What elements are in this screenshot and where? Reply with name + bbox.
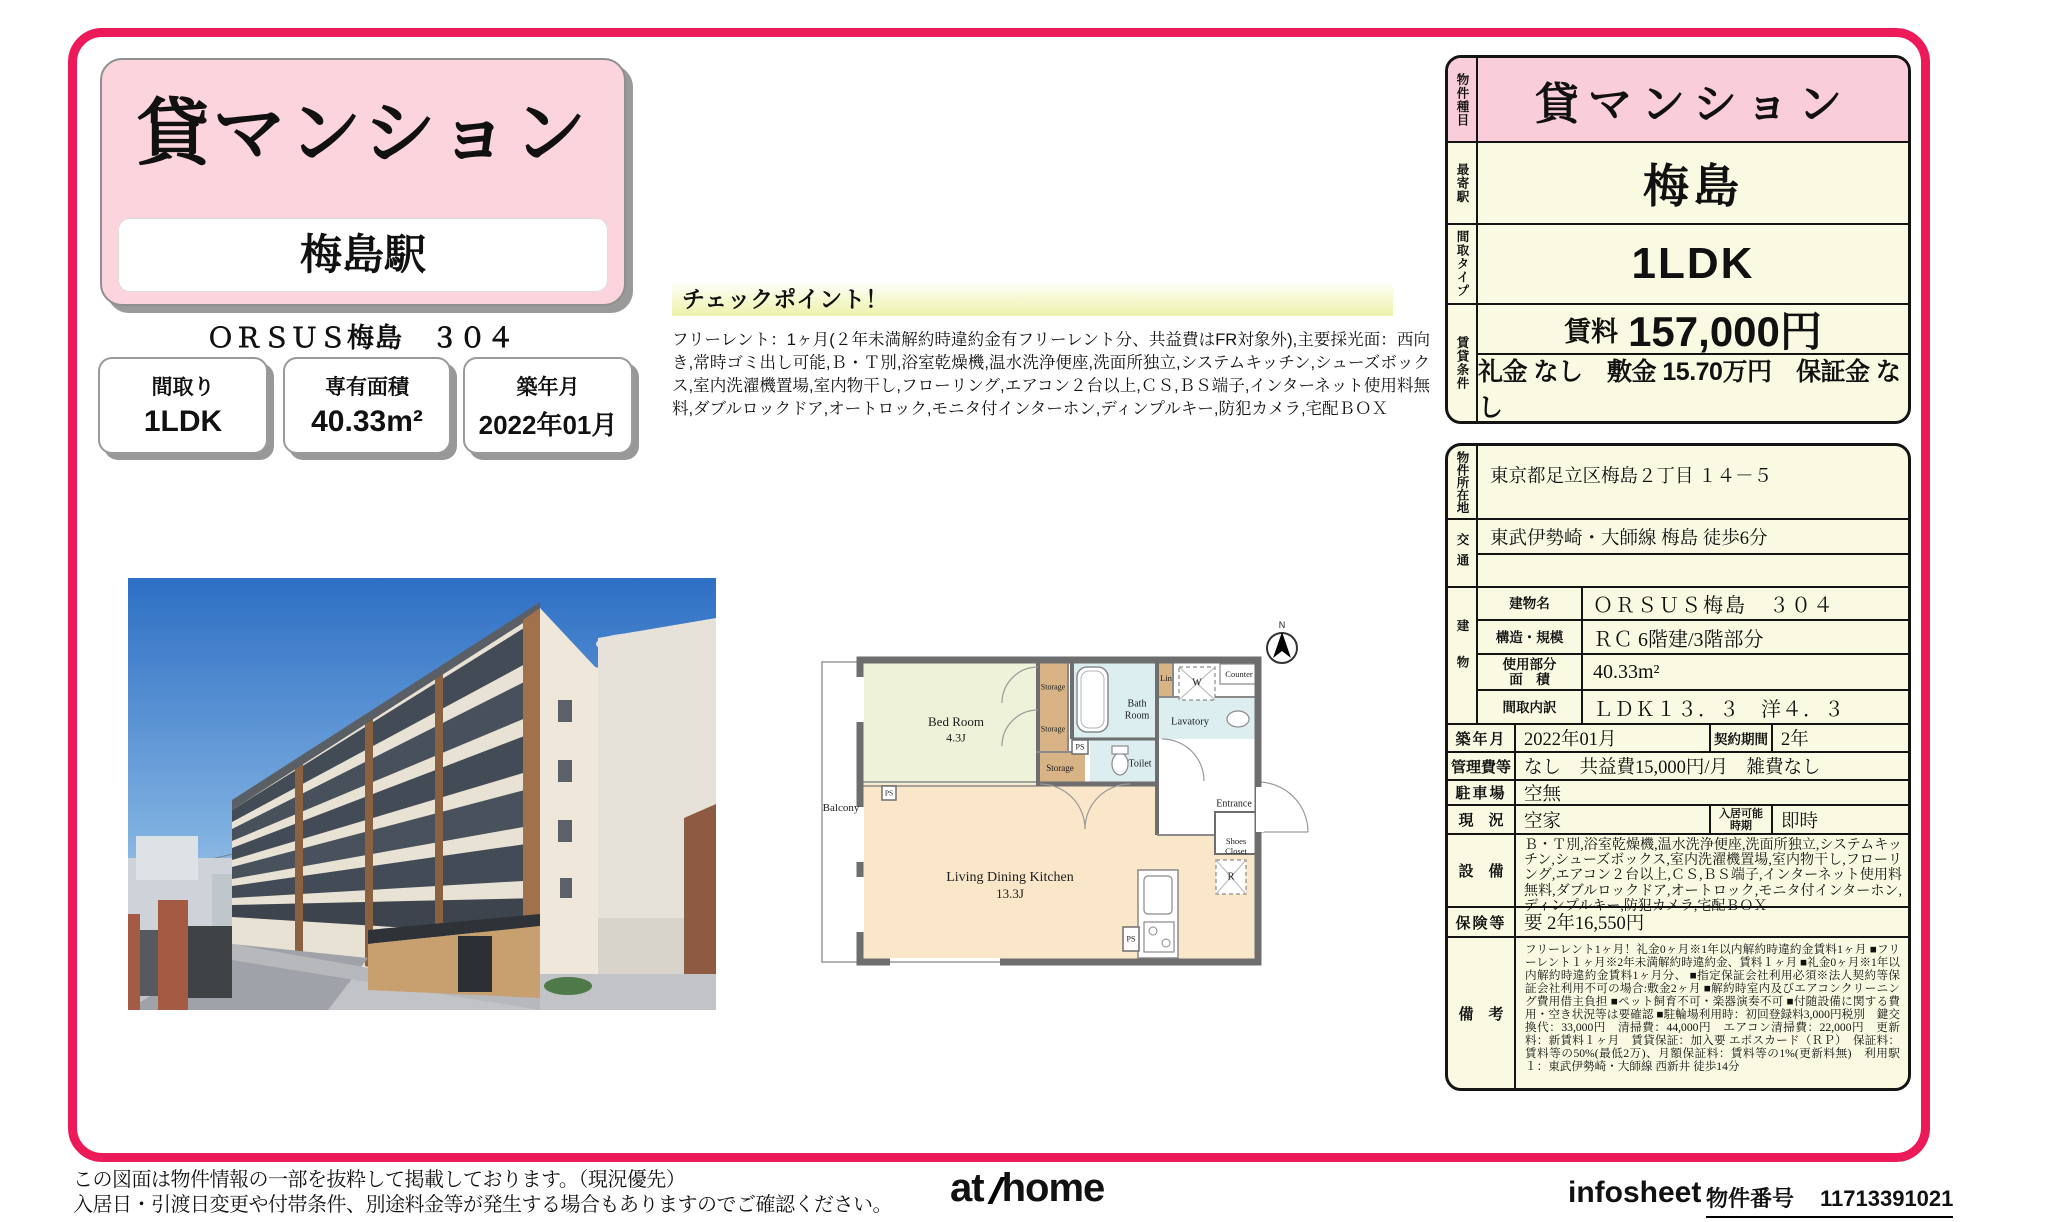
move-in-value: 即時	[1773, 806, 1908, 835]
storage-label: Storage	[1040, 682, 1066, 692]
insurance-value: 要 2年16,550円	[1516, 908, 1908, 938]
checkpoint-title: チェックポイント！	[672, 281, 1393, 316]
address-value: 東京都足立区梅島２丁目 １４－５	[1478, 446, 1908, 520]
athome-logo-at: at	[950, 1166, 984, 1210]
ps-label: PS	[1126, 934, 1136, 944]
detail-table	[1445, 443, 1911, 1091]
title-card	[100, 58, 626, 306]
summary-table	[1445, 55, 1911, 424]
property-category-title: 貸マンション	[136, 93, 590, 174]
used-area-label-line1: 使用部分	[1502, 657, 1557, 672]
checkpoint-body: フリーレント：1ヶ月(２年未満解約時違約金有フリーレント分、共益費はFR対象外),主要採光面：西向き,常時ゴミ出し可能,Ｂ・Ｔ別,浴室乾燥機,温水洗浄便座,洗面所独立,システムキッチン,シューズボックス,室内洗濯機置場,室内物干し,フローリング,エアコン２台以上,ＣＳ,ＢＳ端子,インターネット使用料無料,ダブルロックドア,オートロック,モニタ付インターホン,ディンプルキー,防犯カメラ,宅配ＢＯＸ	[672, 331, 1430, 418]
spec-value: 40.33m²	[311, 405, 423, 438]
spec-label: 間取り	[151, 376, 215, 399]
used-area-value: 40.33m²	[1583, 655, 1908, 691]
deposit-terms: 礼金 なし 敷金 15.70万円 保証金 なし	[1478, 358, 1901, 422]
refrigerator-label: R	[1227, 871, 1235, 883]
move-in-label	[1711, 806, 1773, 835]
rent-label: 賃料	[1564, 316, 1619, 347]
spec-box-layout	[98, 357, 268, 454]
equipment-label: 設 備	[1448, 835, 1516, 908]
building-name-value: ＯＲＳＵＳ梅島 ３０４	[1583, 588, 1908, 621]
layout-detail-label: 間取内訳	[1478, 691, 1583, 725]
spec-box-built	[463, 357, 633, 454]
access-value-2	[1478, 555, 1908, 588]
parking-label: 駐車場	[1448, 781, 1516, 806]
station-value: 梅島	[1478, 143, 1908, 225]
used-area-label	[1478, 655, 1583, 691]
layout-detail-value: ＬＤＫ１３．３ 洋４．３	[1583, 691, 1908, 725]
management-fee-value: なし 共益費15,000円/月 雑費なし	[1516, 753, 1908, 781]
entrance-label: Entrance	[1216, 798, 1252, 810]
building-name-line: ＯＲＳＵＳ梅島 ３０４	[207, 323, 515, 353]
infosheet-label: infosheet	[1568, 1176, 1702, 1209]
spec-value: 2022年01月	[478, 410, 618, 440]
building-photo	[128, 578, 716, 1010]
contract-term-value: 2年	[1773, 725, 1908, 753]
spec-value: 1LDK	[143, 405, 223, 438]
rent-value: 157,000円	[1628, 308, 1822, 355]
disclaimer-line2: 入居日・引渡日変更や付帯条件、別途料金等が発生する場合もありますのでご確認ください。	[73, 1194, 892, 1216]
shoes-closet-label: Shoes	[1225, 836, 1247, 846]
equipment-value: Ｂ・Ｔ別,浴室乾燥機,温水洗浄便座,洗面所独立,システムキッチン,シューズボックス,室内洗濯機置場,室内物干し,フローリング,エアコン２台以上,ＣＳ,ＢＳ端子,インターネット使用料無料,ダブルロックドア,オートロック,モニタ付インターホン,ディンプルキー,防犯カメラ,宅配ＢＯＸ	[1516, 835, 1908, 908]
property-number-value: 11713391021	[1820, 1186, 1954, 1211]
ps-label: PS	[1075, 742, 1085, 752]
built-date-value: 2022年01月	[1516, 725, 1711, 753]
current-status-value: 空家	[1516, 806, 1711, 835]
footer-disclaimer	[73, 1168, 892, 1218]
spec-label: 築年月	[516, 376, 580, 399]
spec-label: 専有面積	[325, 376, 409, 399]
building-name-label: 建物名	[1478, 588, 1583, 621]
row-label-building: 建物	[1448, 588, 1478, 725]
contract-term-label: 契約期間	[1711, 725, 1773, 753]
access-value: 東武伊勢崎・大師線 梅島 徒歩6分	[1478, 520, 1908, 555]
property-type-value: 貸マンション	[1478, 58, 1908, 143]
built-date-label: 築年月	[1448, 725, 1516, 753]
storage-label: Storage	[1046, 763, 1074, 773]
structure-value: ＲＣ 6階建/3階部分	[1583, 621, 1908, 655]
shoes-closet-label: Closet	[1225, 846, 1247, 856]
north-label: N	[1278, 620, 1286, 630]
rent-row	[1478, 305, 1908, 355]
layout-type-value: 1LDK	[1478, 225, 1908, 305]
athome-logo	[950, 1166, 1104, 1211]
counter-label: Counter	[1225, 669, 1253, 679]
parking-value: 空無	[1516, 781, 1908, 806]
move-in-label-line1: 入居可能	[1719, 807, 1763, 820]
row-label-address: 物件所在地	[1448, 446, 1478, 520]
bathroom-label: Bath	[1127, 698, 1147, 710]
disclaimer-line1: この図面は物件情報の一部を抜粋して掲載しております。（現況優先）	[73, 1169, 686, 1191]
ps-label: PS	[884, 788, 894, 798]
row-label-layout-type: 間取タイプ	[1448, 225, 1478, 305]
toilet-label: Toilet	[1128, 758, 1152, 770]
property-number	[1706, 1182, 1953, 1218]
bedroom-label: Bed Room	[928, 714, 984, 729]
move-in-label-line2: 時期	[1730, 819, 1752, 832]
station-box: 梅島駅	[118, 218, 608, 292]
notes-label: 備 考	[1448, 938, 1516, 1088]
linen-label: Lin	[1160, 673, 1172, 683]
washer-label: W	[1192, 677, 1202, 689]
ldk-size-label: 13.3J	[996, 886, 1024, 901]
row-label-property-type: 物件種目	[1448, 58, 1478, 143]
used-area-label-line2: 面 積	[1509, 672, 1550, 687]
management-fee-label: 管理費等	[1448, 753, 1516, 781]
athome-logo-home: home	[1001, 1166, 1105, 1210]
floor-plan	[810, 582, 1340, 1012]
row-label-rent-terms: 賃貸条件	[1448, 305, 1478, 421]
structure-label: 構造・規模	[1478, 621, 1583, 655]
row-label-access: 交通	[1448, 520, 1478, 588]
bedroom-size-label: 4.3J	[946, 730, 966, 745]
current-status-label: 現 況	[1448, 806, 1516, 835]
spec-box-area	[283, 357, 451, 454]
insurance-label: 保険等	[1448, 908, 1516, 938]
storage-label: Storage	[1040, 724, 1066, 734]
property-number-label: 物件番号	[1706, 1186, 1795, 1211]
ldk-label: Living Dining Kitchen	[946, 870, 1074, 885]
bathroom-label: Room	[1124, 710, 1150, 722]
lavatory-label: Lavatory	[1171, 716, 1209, 728]
balcony-label: Balcony	[822, 802, 860, 814]
notes-value: フリーレント1ヶ月！礼金0ヶ月※1年以内解約時違約金賃料1ヶ月 ■フリーレント１ヶ月※2年未満解約時違約金、賃料１ヶ月 ■礼金0ヶ月※1年以内解約時違約金賃料1ヶ月分、 ■指定保証会社利用必須※法人契約等保証会社利用不可の場合:敷金2ヶ月 ■解約時室内及びエアコンクリーニング費用借主負担 ■ペット飼育不可・楽器演奏不可 ■付随設備に関する費用・空き状況等は要確認 ■駐輪場利用時：初回登録料3,000円税別 鍵交換代：33,000円 清掃費：44,000円 エアコン清掃費：22,000円 更新料：新賃料１ヶ月 賃貸保証：加入要 エポスカード（ＲＰ） 保証料：賃料等の50%(最低2万)、月額保証料：賃料等の1%(更新料無) 利用駅１：東武伊勢崎・大師線 西新井 徒歩14分	[1525, 943, 1900, 1073]
row-label-station: 最寄駅	[1448, 143, 1478, 225]
